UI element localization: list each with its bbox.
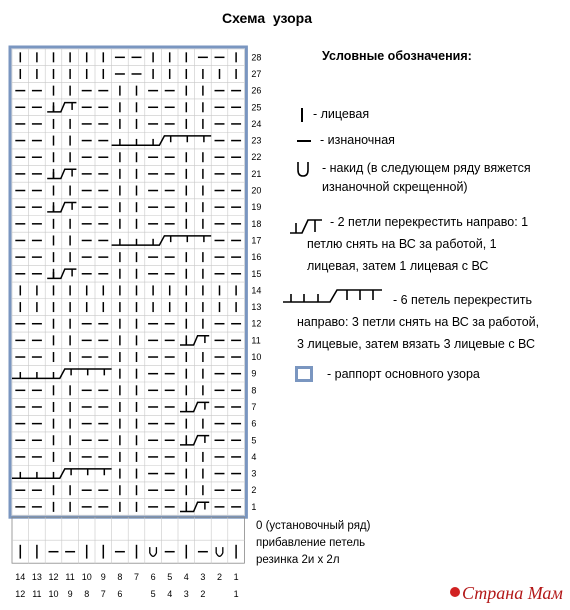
legend-cross6-line3: 3 лицевые, затем вязать 3 лицевые с ВС (297, 337, 535, 351)
legend-cross2-line2: петлю снять на ВС за работой, 1 (307, 237, 497, 251)
column-number-top: 7 (133, 572, 140, 582)
row-number: 9 (251, 368, 257, 379)
row-number: 16 (251, 252, 262, 263)
row-number: 23 (251, 135, 262, 146)
row-number: 24 (251, 118, 262, 129)
row-number: 2 (251, 485, 257, 496)
column-number-bottom: 7 (100, 589, 106, 599)
row-number: 8 (251, 385, 257, 396)
row-number: 5 (251, 435, 257, 446)
row-number: 7 (251, 401, 257, 412)
row-number: 22 (251, 152, 262, 163)
column-number-bottom: 8 (84, 589, 90, 599)
column-number-top: 12 (48, 572, 59, 582)
yarn-over-icon (296, 161, 310, 177)
row-number: 6 (251, 418, 257, 429)
row-number: 13 (251, 302, 262, 313)
watermark (462, 583, 563, 604)
setup-row-increase-note: прибавление петель (256, 537, 366, 549)
legend-title: Условные обозначения: (322, 49, 472, 63)
column-number-bottom: 11 (32, 589, 42, 599)
row-number: 15 (251, 268, 262, 279)
column-number-top: 2 (216, 572, 223, 582)
column-number-top: 5 (167, 572, 173, 582)
row-number: 21 (251, 168, 262, 179)
column-number-bottom: 12 (15, 589, 26, 599)
column-number-bottom: 1 (233, 589, 239, 599)
column-number-top: 9 (100, 572, 106, 582)
legend-purl-label: - изнаночная (320, 133, 395, 147)
row-number: 10 (251, 352, 262, 363)
legend-cross6-line1: - 6 петель перекрестить (393, 293, 532, 307)
legend-yarn-over-line1: - накид (в следующем ряду вяжется (322, 161, 531, 175)
column-number-bottom: 4 (167, 589, 173, 599)
row-number: 19 (251, 202, 262, 213)
column-number-top: 14 (15, 572, 26, 582)
row-number: 11 (251, 335, 261, 346)
column-number-bottom: 10 (48, 589, 59, 599)
row-number: 17 (251, 235, 262, 246)
column-number-top: 10 (81, 572, 92, 582)
yarn-over-stitch (216, 547, 223, 556)
legend-cross6-line2: направо: 3 петли снять на ВС за работой, (297, 315, 540, 329)
setup-row-rib-note: резинка 2и х 2л (256, 554, 340, 566)
chart-title: Схема узора (222, 10, 312, 26)
column-number-bottom: 5 (150, 589, 156, 599)
column-number-top: 8 (117, 572, 123, 582)
row-number: 25 (251, 102, 262, 113)
row-number: 3 (251, 468, 257, 479)
row-number: 20 (251, 185, 262, 196)
legend-rapport-label: - раппорт основного узора (327, 367, 480, 381)
column-number-top: 6 (150, 572, 156, 582)
yarn-over-stitch (150, 547, 157, 556)
row-number: 27 (251, 68, 262, 79)
rapport-box-icon (295, 366, 313, 382)
column-number-top: 13 (31, 572, 42, 582)
column-number-bottom: 6 (117, 589, 123, 599)
row-number: 18 (251, 218, 262, 229)
row-number: 26 (251, 85, 262, 96)
row-number: 14 (251, 285, 262, 296)
row-number: 4 (251, 451, 257, 462)
row-number: 12 (251, 318, 262, 329)
watermark-dot-icon (450, 587, 460, 597)
knit-icon (296, 107, 308, 123)
column-number-top: 4 (183, 572, 189, 582)
column-number-top: 3 (200, 572, 206, 582)
row-number: 28 (251, 52, 262, 63)
column-number-bottom: 3 (183, 589, 189, 599)
cross-6-right-icon (282, 288, 384, 308)
column-number-bottom: 2 (200, 589, 206, 599)
column-number-bottom: 9 (67, 589, 73, 599)
legend-yarn-over-line2: изнаночной скрещенной) (322, 180, 468, 194)
column-number-top: 1 (233, 572, 239, 582)
watermark-text: Страна Мам (462, 583, 563, 603)
setup-row-label: 0 (установочный ряд) (256, 520, 371, 532)
column-number-top: 11 (65, 572, 75, 582)
row-number: 1 (251, 501, 257, 512)
purl-icon (296, 133, 312, 149)
legend-knit-label: - лицевая (313, 107, 370, 121)
legend-cross2-line3: лицевая, затем 1 лицевая с ВС (307, 259, 489, 273)
legend-cross2-line1: - 2 петли перекрестить направо: 1 (330, 215, 529, 229)
